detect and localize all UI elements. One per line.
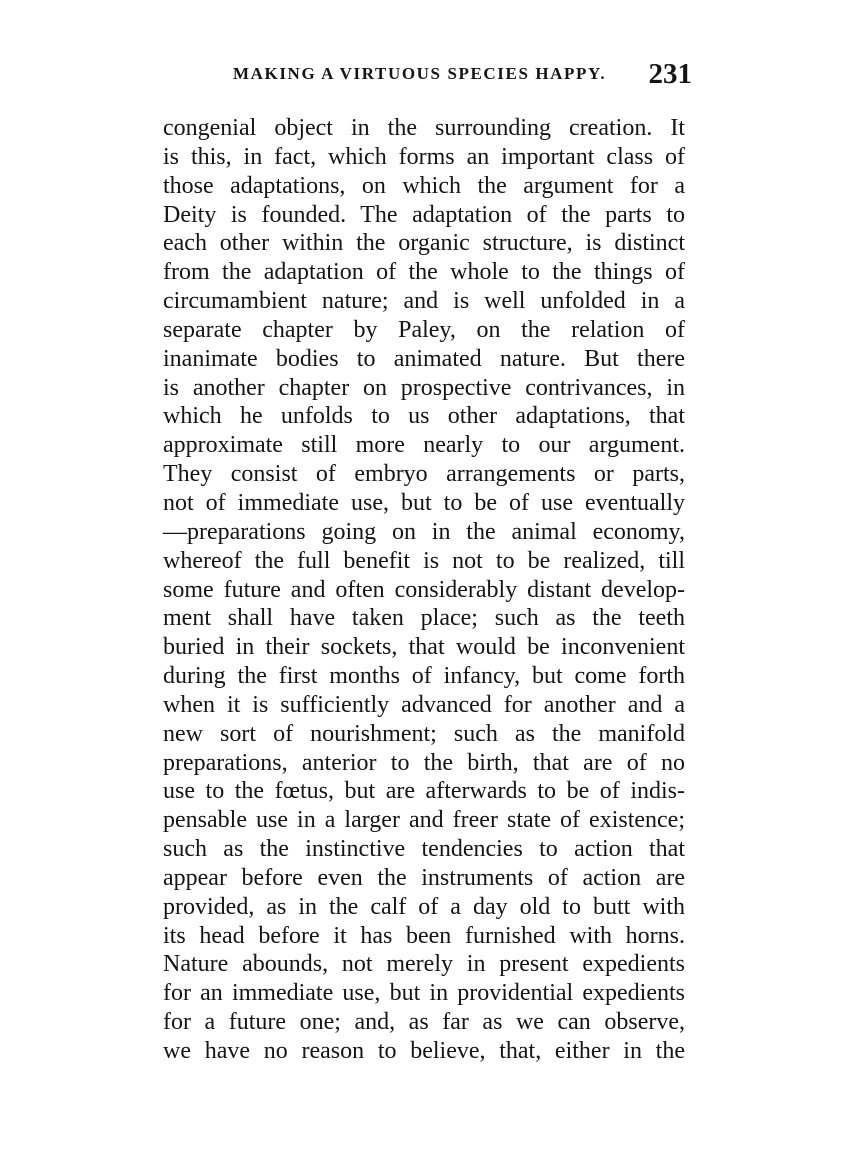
text-line: for a future one; and, as far as we can observe, [163, 1009, 685, 1036]
text-line: when it is sufficiently advanced for another and a [163, 691, 685, 718]
text-line: we have no reason to believe, that, either in the [163, 1038, 685, 1064]
text-line: preparations, anterior to the birth, that are of no [163, 749, 685, 776]
text-line: They consist of embryo arrangements or parts, [163, 461, 685, 488]
text-line: new sort of nourishment; such as the manifold [163, 720, 685, 747]
text-line: ment shall have taken place; such as the teeth [163, 605, 685, 632]
text-line: approximate still more nearly to our argument. [163, 432, 685, 459]
text-line: whereof the full benefit is not to be realized, till [163, 547, 685, 574]
page-number: 231 [648, 58, 692, 90]
text-line: circumambient nature; and is well unfolded in a [163, 288, 685, 315]
text-line: buried in their sockets, that would be inconvenient [163, 634, 685, 661]
text-line: such as the instinctive tendencies to action that [163, 836, 685, 863]
text-line: use to the fœtus, but are afterwards to be of indis- [163, 778, 685, 805]
text-line: provided, as in the calf of a day old to butt with [163, 893, 685, 920]
text-line: Nature abounds, not merely in present expedients [163, 951, 685, 978]
text-line: is another chapter on prospective contrivances, in [163, 374, 685, 401]
text-line: some future and often considerably distant develop- [163, 576, 685, 603]
text-line: pensable use in a larger and freer state of existence; [163, 807, 685, 834]
running-title: MAKING A VIRTUOUS SPECIES HAPPY. [233, 64, 607, 83]
text-line: congenial object in the surrounding creation. It [163, 115, 685, 141]
body-text [163, 114, 685, 1066]
text-line: for an immediate use, but in providential expedients [163, 980, 685, 1007]
text-line: during the first months of infancy, but come forth [163, 663, 685, 690]
text-line: from the adaptation of the whole to the things of [163, 259, 685, 286]
text-line: its head before it has been furnished with horns. [163, 922, 685, 949]
text-line: each other within the organic structure, is distinct [163, 230, 685, 257]
text-line: appear before even the instruments of action are [163, 864, 685, 891]
text-line: which he unfolds to us other adaptations, that [163, 403, 685, 430]
text-line: Deity is founded. The adaptation of the parts to [163, 201, 685, 228]
text-line: separate chapter by Paley, on the relation of [163, 316, 685, 343]
text-line: not of immediate use, but to be of use eventually [163, 489, 685, 516]
text-line: is this, in fact, which forms an important class of [163, 143, 685, 170]
text-line: those adaptations, on which the argument for a [163, 172, 685, 199]
text-line: —preparations going on in the animal economy, [163, 518, 685, 545]
text-line: inanimate bodies to animated nature. But there [163, 345, 685, 372]
